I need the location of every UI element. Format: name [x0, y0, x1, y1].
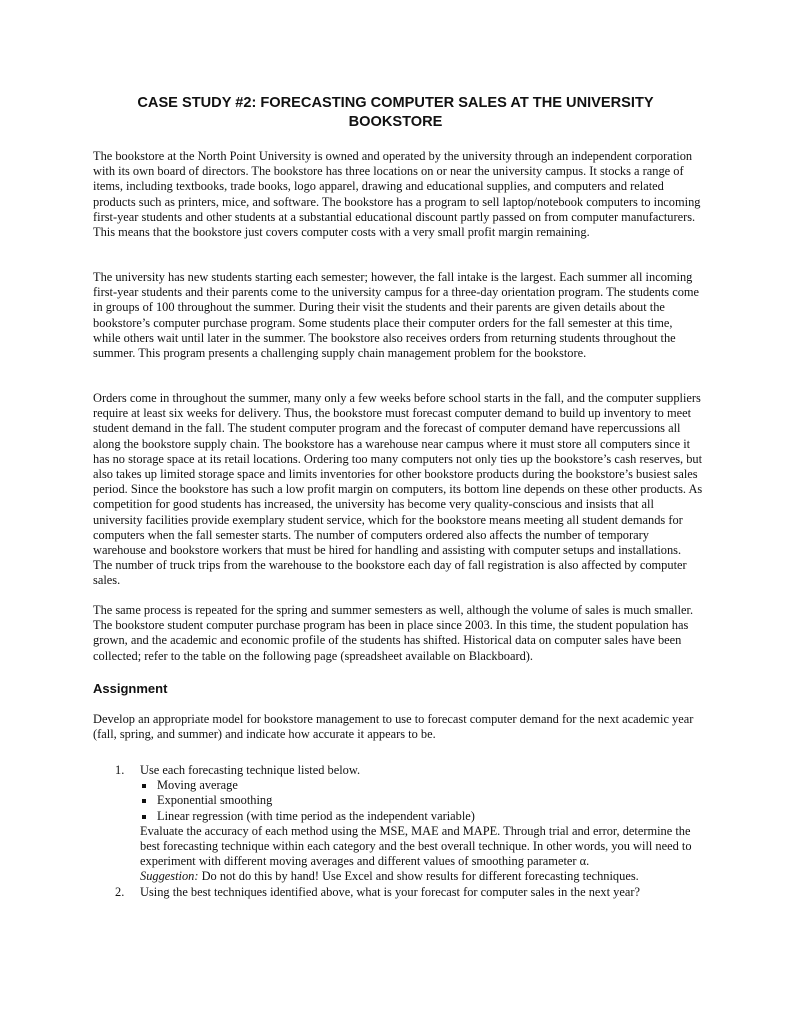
- bullet-item: [140, 778, 703, 793]
- technique-bullet-list: [140, 778, 703, 824]
- task-item: [93, 763, 703, 885]
- paragraph-order-forecasting: Orders come in throughout the summer, many only a few weeks before school starts in the fall, and the computer suppliers require at least six weeks for delivery. Thus, the bookstore must forecast computer demand to build up inventory to meet student demand in the fall. The student computer program and the forecast of computer demand have repercussions all along the bookstore supply chain. The bookstore has a warehouse near campus where it must store all computers since it has no storage space at its retail locations. Ordering too many computers not only ties up the bookstore’s cash reserves, but also takes up limited storage space and limits inventories for other bookstore products during the bookstore’s busiest sales period. Since the bookstore has such a low profit margin on computers, its bottom line depends on these other products. As competition for good students has increased, the university has become very quality-conscious and insists that all university facilities provide exemplary student service, which for the bookstore means meeting all student demands for computers when the fall semester starts. The number of computers ordered also affects the number of temporary warehouse and bookstore workers that must be hired for handling and assisting with computer setups and installations. The number of truck trips from the warehouse to the bookstore each day of fall registration is also affected by computer sales.: [93, 391, 703, 588]
- task-number: 1.: [115, 763, 125, 777]
- paragraph-historical-data: The same process is repeated for the spring and summer semesters as well, although the volume of sales is much smaller. The bookstore student computer purchase program has been in place since 2003. In this time, the student population has grown, and the academic and economic profile of the students has shifted. Historical data on computer sales have been collected; refer to the table on the following page (spreadsheet available on Blackboard).: [93, 603, 694, 663]
- task-item: [93, 885, 703, 900]
- assignment-intro: Develop an appropriate model for bookstore management to use to forecast computer demand for the next academic year (fall, spring, and summer) and indicate how accurate it appears to be.: [93, 712, 694, 742]
- bullet-text: Linear regression (with time period as the independent variable): [157, 808, 475, 823]
- bullet-square-icon: [142, 784, 146, 788]
- suggestion-label: Suggestion:: [140, 869, 199, 884]
- task-suggestion: [140, 869, 703, 884]
- bullet-item: [140, 793, 703, 808]
- bullet-square-icon: [142, 815, 146, 819]
- suggestion-text: Do not do this by hand! Use Excel and show results for different forecasting techniques.: [198, 869, 639, 884]
- task-details: Evaluate the accuracy of each method using the MSE, MAE and MAPE. Through trial and error, determine the best forecasting technique within each category and the best overall technique. In other words, you will need to experiment with different moving averages and different values of smoothing parameter α.: [140, 823, 692, 869]
- bullet-text: Exponential smoothing: [157, 793, 273, 808]
- bullet-text: Moving average: [157, 778, 238, 793]
- bullet-square-icon: [142, 799, 146, 803]
- assignment-task-list: [93, 763, 703, 900]
- task-number: 2.: [115, 884, 125, 899]
- task-text: Use each forecasting technique listed below.: [140, 763, 361, 777]
- case-study-title: CASE STUDY #2: FORECASTING COMPUTER SALES AT THE UNIVERSITY BOOKSTORE: [137, 95, 654, 130]
- task-text: Using the best techniques identified above, what is your forecast for computer sales in the next year?: [140, 884, 640, 899]
- assignment-heading: Assignment: [93, 681, 168, 696]
- bullet-item: [140, 809, 703, 824]
- paragraph-student-intake: The university has new students starting each semester; however, the fall intake is the largest. Each summer all incoming first-year students and their parents come to the university campus for a three-day orientation program. The students come in groups of 100 throughout the summer. During their visit the students and their parents are given details about the bookstore’s computer purchase program. Some students place their computer orders for the fall semester at this time, while others wait until later in the summer. The bookstore also receives orders from returning students throughout the summer. This program presents a challenging supply chain management problem for the bookstore.: [93, 270, 700, 361]
- paragraph-bookstore-overview: The bookstore at the North Point University is owned and operated by the university through an independent corporation with its own board of directors. The bookstore has three locations on or near the university campus. It stocks a range of items, including textbooks, trade books, logo apparel, drawing and educational supplies, and computers and related products such as printers, mice, and software. The bookstore has a program to sell laptop/notebook computers to incoming first-year students and other students at a substantial educational discount partly passed on from computer manufacturers. This means that the bookstore just covers computer costs with a very small profit margin remaining.: [93, 149, 701, 240]
